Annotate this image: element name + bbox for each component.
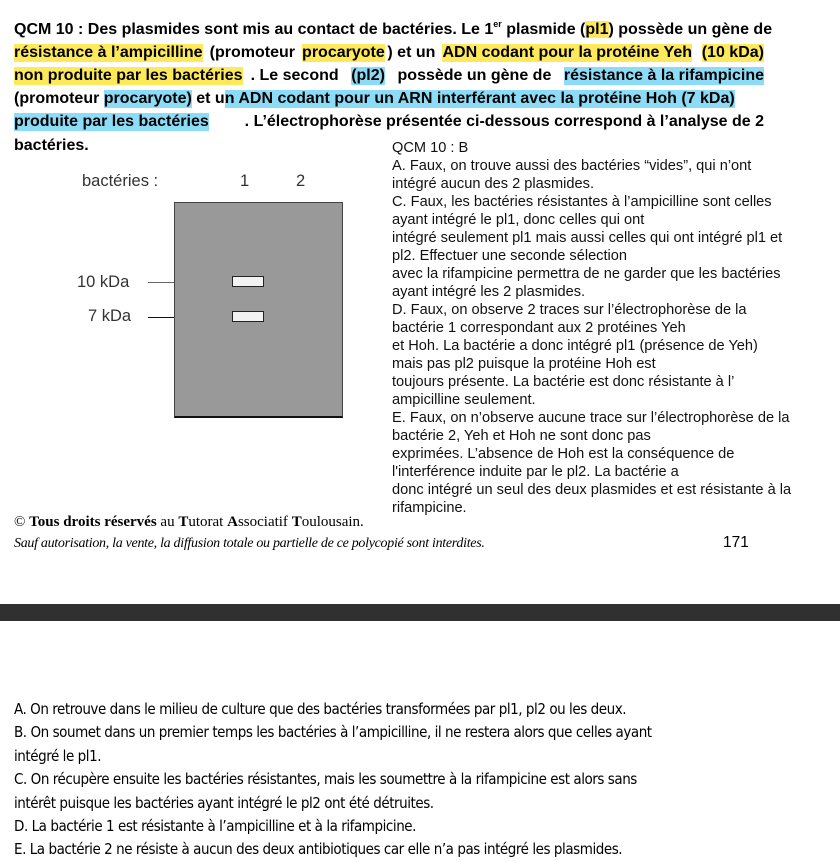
- answer-correction: [392, 139, 837, 517]
- band-lane1-10kda: [232, 276, 264, 287]
- highlight-procaryote: procaryote: [302, 43, 385, 61]
- answer-line: et Hoh. La bactérie a donc intégré pl1 (présence de Yeh): [392, 338, 758, 354]
- answer-line: intégré seulement pl1 mais aussi celles qui ont intégré pl1 et: [392, 230, 783, 246]
- question-text: possède un gène de: [393, 66, 556, 84]
- highlight-non-produite: non produite par les bactéries: [14, 66, 243, 84]
- answer-line: E. Faux, on n’observe aucune trace sur l’électrophorèse de la: [392, 410, 790, 426]
- question-text: [695, 44, 699, 62]
- question-line-2: [14, 41, 764, 64]
- question-line-3: [14, 64, 764, 87]
- question-text: . L’électrophorèse présentée ci-dessous correspond à l’analyse de 2: [244, 112, 764, 130]
- highlight-procaryote-2: procaryote): [103, 89, 192, 107]
- copyright-initial: T: [178, 514, 189, 530]
- copyright-initial: A: [227, 514, 238, 530]
- marker-label-7kda: 7 kDa: [88, 307, 132, 325]
- highlight-adn-yeh: ADN codant pour la protéine Yeh: [442, 43, 692, 61]
- answer-line: rifampicine.: [392, 500, 467, 516]
- option-e: E. La bactérie 2 ne résiste à aucun des deux antibiotiques car elle n’a pas intégré les plasmides.: [14, 840, 623, 859]
- answer-line: l'interférence induite par le pl2. La bactérie a: [392, 464, 679, 480]
- answer-line: mais pas pl2 puisque la protéine Hoh est: [392, 356, 656, 372]
- answer-line: ayant intégré le pl1, donc celles qui ont: [392, 212, 645, 228]
- question-line-1: [14, 18, 773, 41]
- option-b: B. On soumet dans un premier temps les bactéries à l’ampicilline, il ne restera alors que celles ayant: [14, 723, 652, 742]
- gel-header-label: bactéries :: [82, 172, 159, 190]
- highlight-10kda: (10 kDa): [701, 43, 764, 61]
- question-text: (promoteur: [205, 43, 300, 61]
- question-options: [14, 698, 834, 862]
- reproduction-notice: Sauf autorisation, la vente, la diffusion totale ou partielle de ce polycopié sont interdites.: [14, 536, 485, 551]
- highlight-pl1: pl1: [585, 20, 609, 38]
- lane-label-2: 2: [296, 172, 306, 190]
- answer-line: bactérie 1 correspondant aux 2 protéines Yeh: [392, 320, 686, 336]
- page-divider: [0, 604, 840, 621]
- gel: [174, 202, 343, 418]
- option-a: A. On retrouve dans le milieu de culture que des bactéries transformées par pl1, pl2 ou les deux.: [14, 700, 627, 718]
- copyright-initial: T: [291, 514, 302, 530]
- copyright-text: utorat: [188, 514, 228, 530]
- superscript: er: [493, 18, 502, 29]
- copyright-line: [14, 514, 364, 531]
- highlight-ampicillin-resistance: résistance à l’ampicilline: [14, 43, 203, 61]
- highlight-pl2: (pl2): [351, 66, 385, 84]
- copyright-bold: Tous droits réservés: [29, 514, 157, 530]
- answer-line: avec la rifampicine permettra de ne garder que les bactéries: [392, 266, 781, 282]
- highlight-produite: produite par les bactéries: [14, 112, 209, 130]
- answer-line: bactérie 2, Yeh et Hoh ne sont donc pas: [392, 428, 651, 444]
- answer-line: C. Faux, les bactéries résistantes à l’ampicilline sont celles: [392, 194, 772, 210]
- highlight-rifampicin-resistance: résistance à la rifampicine: [563, 66, 764, 84]
- answer-line: toujours présente. La bactérie est donc résistante à l’: [392, 374, 735, 390]
- answer-line: D. Faux, on observe 2 traces sur l’électrophorèse de la: [392, 302, 747, 318]
- option-c-continued: intérêt puisque les bactéries ayant intégré le pl2 ont été détruites.: [14, 793, 434, 812]
- marker-label-10kda: 10 kDa: [77, 273, 130, 291]
- answer-line: ampicilline seulement.: [392, 392, 536, 408]
- question-line-5: [14, 110, 764, 133]
- answer-line: ayant intégré les 2 plasmides.: [392, 284, 586, 300]
- option-c: C. On récupère ensuite les bactéries résistantes, mais les soumettre à la rifampicine est alors sans: [14, 770, 637, 789]
- copyright-text: ssociatif: [237, 514, 292, 530]
- answer-line: intégré aucun des 2 plasmides.: [392, 176, 595, 192]
- answer-line: pl2. Effectuer une seconde sélection: [392, 248, 628, 264]
- question-text: et u: [191, 89, 225, 107]
- answer-title: QCM 10 : B: [392, 140, 469, 156]
- answer-line: donc intégré un seul des deux plasmides et est résistante à la: [392, 482, 792, 498]
- band-lane1-7kda: [232, 311, 264, 322]
- question-text: bactéries.: [14, 136, 89, 154]
- question-text: . Le second: [250, 66, 344, 84]
- highlight-adn-arn-hoh: n ADN codant pour un ARN interférant avec la protéine Hoh (7 kDa): [224, 89, 735, 107]
- question-text: plasmide (: [501, 20, 586, 38]
- question-text: (promoteur: [14, 89, 104, 107]
- answer-line: A. Faux, on trouve aussi des bactéries “vides”, qui n’ont: [392, 158, 752, 174]
- copyright-symbol: ©: [14, 514, 26, 530]
- option-b-continued: intégré le pl1.: [14, 746, 102, 765]
- question-text: ) possède un gène de: [608, 20, 773, 38]
- page-number: 171: [723, 534, 749, 551]
- option-d: D. La bactérie 1 est résistante à l’ampicilline et à la rifampicine.: [14, 817, 416, 836]
- answer-line: exprimées. L’absence de Hoh est la conséquence de: [392, 446, 735, 462]
- question-line-4: [14, 87, 764, 110]
- copyright-text: oulousain.: [301, 514, 364, 530]
- copyright-text: au: [156, 514, 179, 530]
- marker-tick-10kda: [148, 282, 175, 283]
- lane-label-1: 1: [240, 172, 250, 190]
- question-text: ) et un: [387, 43, 440, 61]
- marker-tick-7kda: [148, 317, 175, 318]
- question-text: QCM 10 : Des plasmides sont mis au contact de bactéries. Le 1: [14, 20, 494, 38]
